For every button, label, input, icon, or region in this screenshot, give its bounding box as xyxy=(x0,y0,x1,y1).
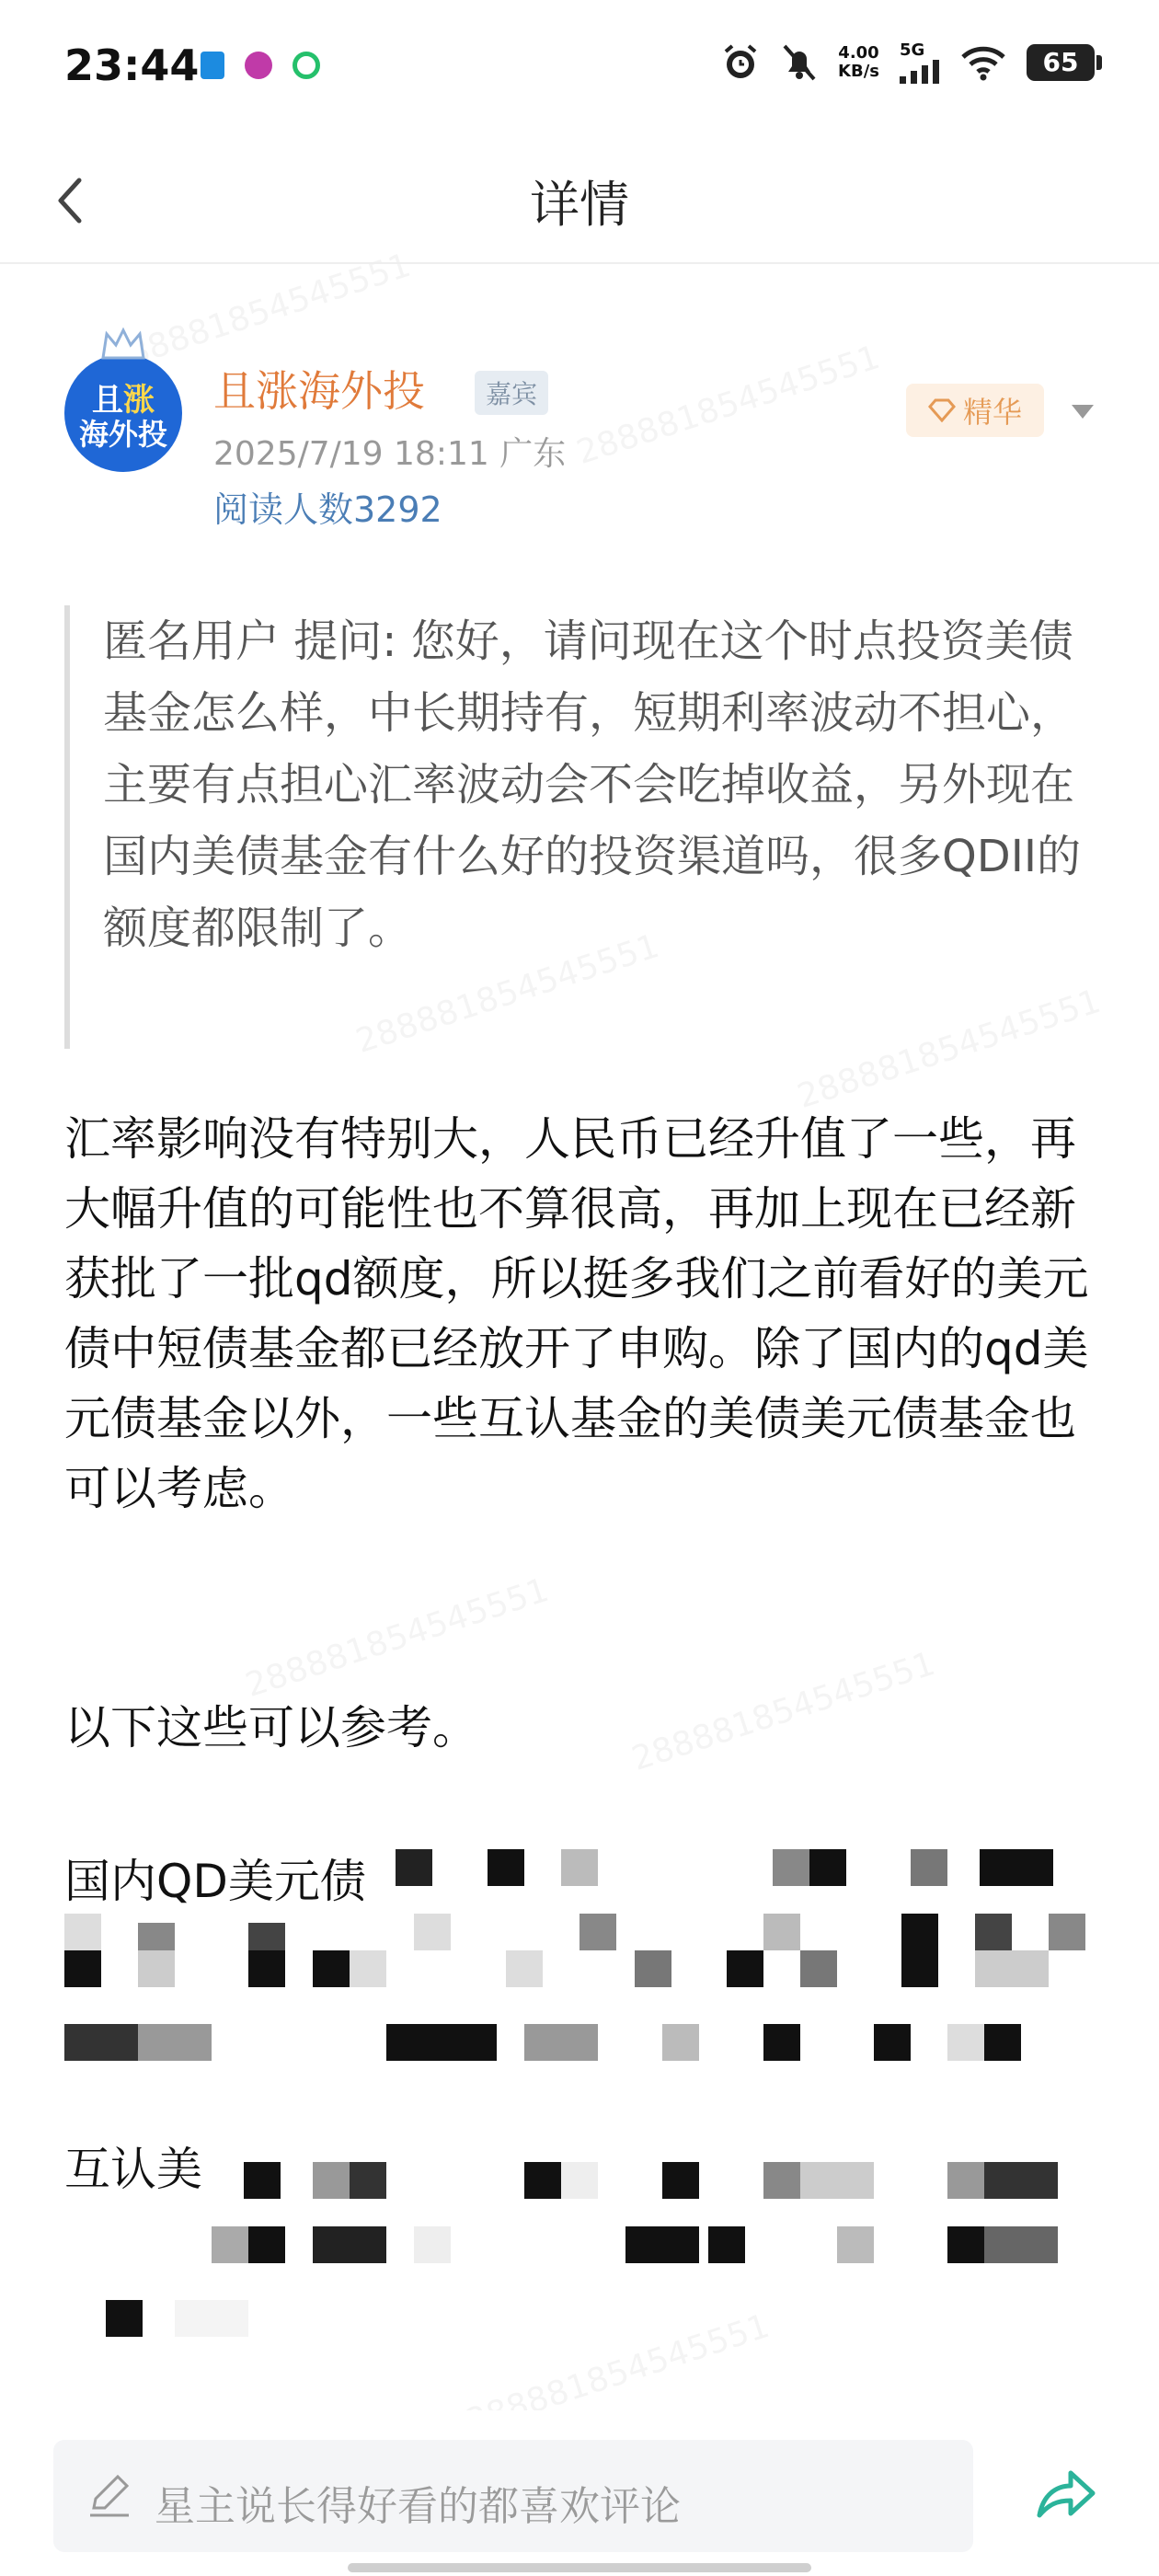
guest-badge: 嘉宾 xyxy=(475,371,548,415)
home-indicator xyxy=(348,2563,811,2572)
battery-indicator: 65 xyxy=(1027,44,1095,81)
question-quote xyxy=(64,605,1109,1049)
comment-bar xyxy=(0,2410,1159,2576)
section-heading: 互认美 xyxy=(64,2143,202,2196)
wifi-icon xyxy=(960,44,1006,81)
status-bar xyxy=(0,0,1159,138)
status-right xyxy=(720,40,1095,84)
network-type: 5G xyxy=(900,40,925,60)
reference-intro: 以下这些可以参考。 xyxy=(64,1701,478,1754)
watermark xyxy=(241,1571,553,1705)
essence-badge xyxy=(906,384,1044,437)
page-title: 详情 xyxy=(530,176,629,234)
section-heading: 国内QD美元债 xyxy=(64,1855,366,1908)
essence-label: 精华 xyxy=(962,395,1022,430)
diamond-icon xyxy=(928,398,956,422)
signal-icon xyxy=(900,60,940,84)
question-text: 匿名用户 提问: 您好，请问现在这个时点投资美债基金怎么样，中长期持有，短期利率波动不担心，主要有点担心汇率波动会不会吃掉收益，另外现在国内美债基金有什么好的投资渠道吗，很多QDII的额度都限制了。 xyxy=(103,615,1082,954)
read-count: 阅读人数3292 xyxy=(213,489,442,530)
network-speed: 4.00 KB/s xyxy=(838,42,879,81)
crown-icon xyxy=(99,327,147,363)
avatar-text: 海外投 xyxy=(78,417,167,452)
share-icon[interactable] xyxy=(1034,2464,1098,2524)
answer-text: 汇率影响没有特别大，人民币已经升值了一些，再大幅升值的可能性也不算很高，再加上现在已经新获批了一批qd额度，所以挺多我们之前看好的美元债中短债基金都已经放开了申购。除了国内的qd美元债基金以外，一些互认基金的美债美元债基金也可以考虑。 xyxy=(64,1112,1089,1515)
top-nav xyxy=(0,138,1159,264)
author-name[interactable]: 且涨海外投 xyxy=(213,366,425,416)
app-notification-icon xyxy=(245,52,272,79)
post-author xyxy=(64,327,1104,547)
avatar[interactable] xyxy=(64,354,182,472)
pixelated-content xyxy=(64,2162,1104,2346)
watermark xyxy=(627,1645,939,1778)
app-notification-icon xyxy=(293,52,320,79)
alarm-icon xyxy=(720,42,761,83)
post-date-location: 2025/7/19 18:11 广东 xyxy=(213,435,567,473)
notification-icons xyxy=(201,52,320,79)
pixelated-content xyxy=(64,1849,1104,2070)
app-notification-icon xyxy=(201,52,224,79)
comment-input[interactable] xyxy=(53,2440,973,2552)
cellular-signal xyxy=(900,40,940,84)
edit-icon xyxy=(85,2471,134,2521)
chevron-down-icon[interactable] xyxy=(1069,402,1096,420)
mute-bell-icon xyxy=(781,42,818,83)
status-time: 23:44 xyxy=(64,40,200,90)
comment-placeholder: 星主说长得好看的都喜欢评论 xyxy=(155,2483,681,2530)
avatar-text: 且涨 xyxy=(92,382,155,419)
